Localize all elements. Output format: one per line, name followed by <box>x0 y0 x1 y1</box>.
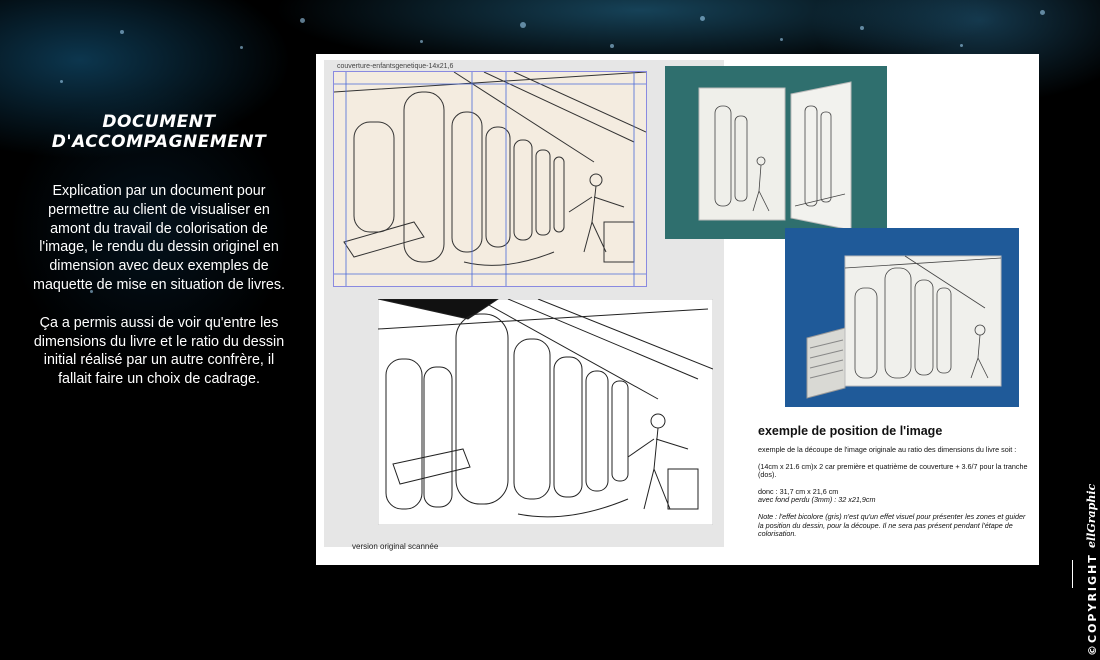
scan-caption: version original scannée <box>352 542 439 551</box>
book-mockup-blue <box>785 228 1019 407</box>
book-mockup-teal <box>665 66 887 239</box>
notes-line-2: (14cm x 21.6 cm)x 2 car première et quatrième de couverture + 3.6/7 pour la tranche (dos). <box>758 461 1028 480</box>
copyright-text: ©COPYRIGHT <box>1086 553 1099 656</box>
notes-line-4: avec fond perdu (3mm) : 32 x21,9cm <box>758 495 876 505</box>
brand-logo: ellGraphic <box>1085 483 1098 548</box>
description-paragraph-2: Ça a permis aussi de voir qu'entre les dimensions du livre et le ratio du dessin initial réalisé par un autre confrère, il fallait faire un choix de cadrage. <box>33 314 285 388</box>
presentation-document <box>316 54 1039 565</box>
notes-line-3: donc : 31,7 cm x 21,6 cm <box>758 486 839 496</box>
notes-line-1: exemple de la découpe de l'image originale au ratio des dimensions du livre soit : <box>758 445 1017 454</box>
cover-crop-frame <box>333 71 647 287</box>
lab-drawing-illustration <box>334 72 646 286</box>
frame-label: couverture-enfantsgenetique-14x21,6 <box>337 63 454 70</box>
panel-title: DOCUMENT D'ACCOMPAGNEMENT <box>51 112 267 152</box>
description-panel <box>18 112 300 408</box>
original-scan-image <box>378 299 713 525</box>
copyright-divider <box>1072 560 1073 588</box>
notes-line-5: Note : l'effet bicolore (gris) n'est qu'un effet visuel pour présenter les zones et guider la position du dessin, pour la découpe. Il ne sera pas présent pendant l'étape de colorisation. <box>758 511 1026 539</box>
notes-title: exemple de position de l'image <box>758 424 943 438</box>
image-position-notes <box>758 424 1028 545</box>
description-paragraph-1: Explication par un document pour permettre au client de visualiser en amont du travail de colorisation de l'image, le rendu du dessin originel en dimension avec deux exemples de maquette de mise en situation de livres. <box>33 183 285 293</box>
book-mockup-blue-illustration <box>785 228 1019 407</box>
copyright-watermark <box>1066 468 1099 658</box>
book-mockup-teal-illustration <box>665 66 887 239</box>
original-drawing-illustration <box>378 299 713 525</box>
